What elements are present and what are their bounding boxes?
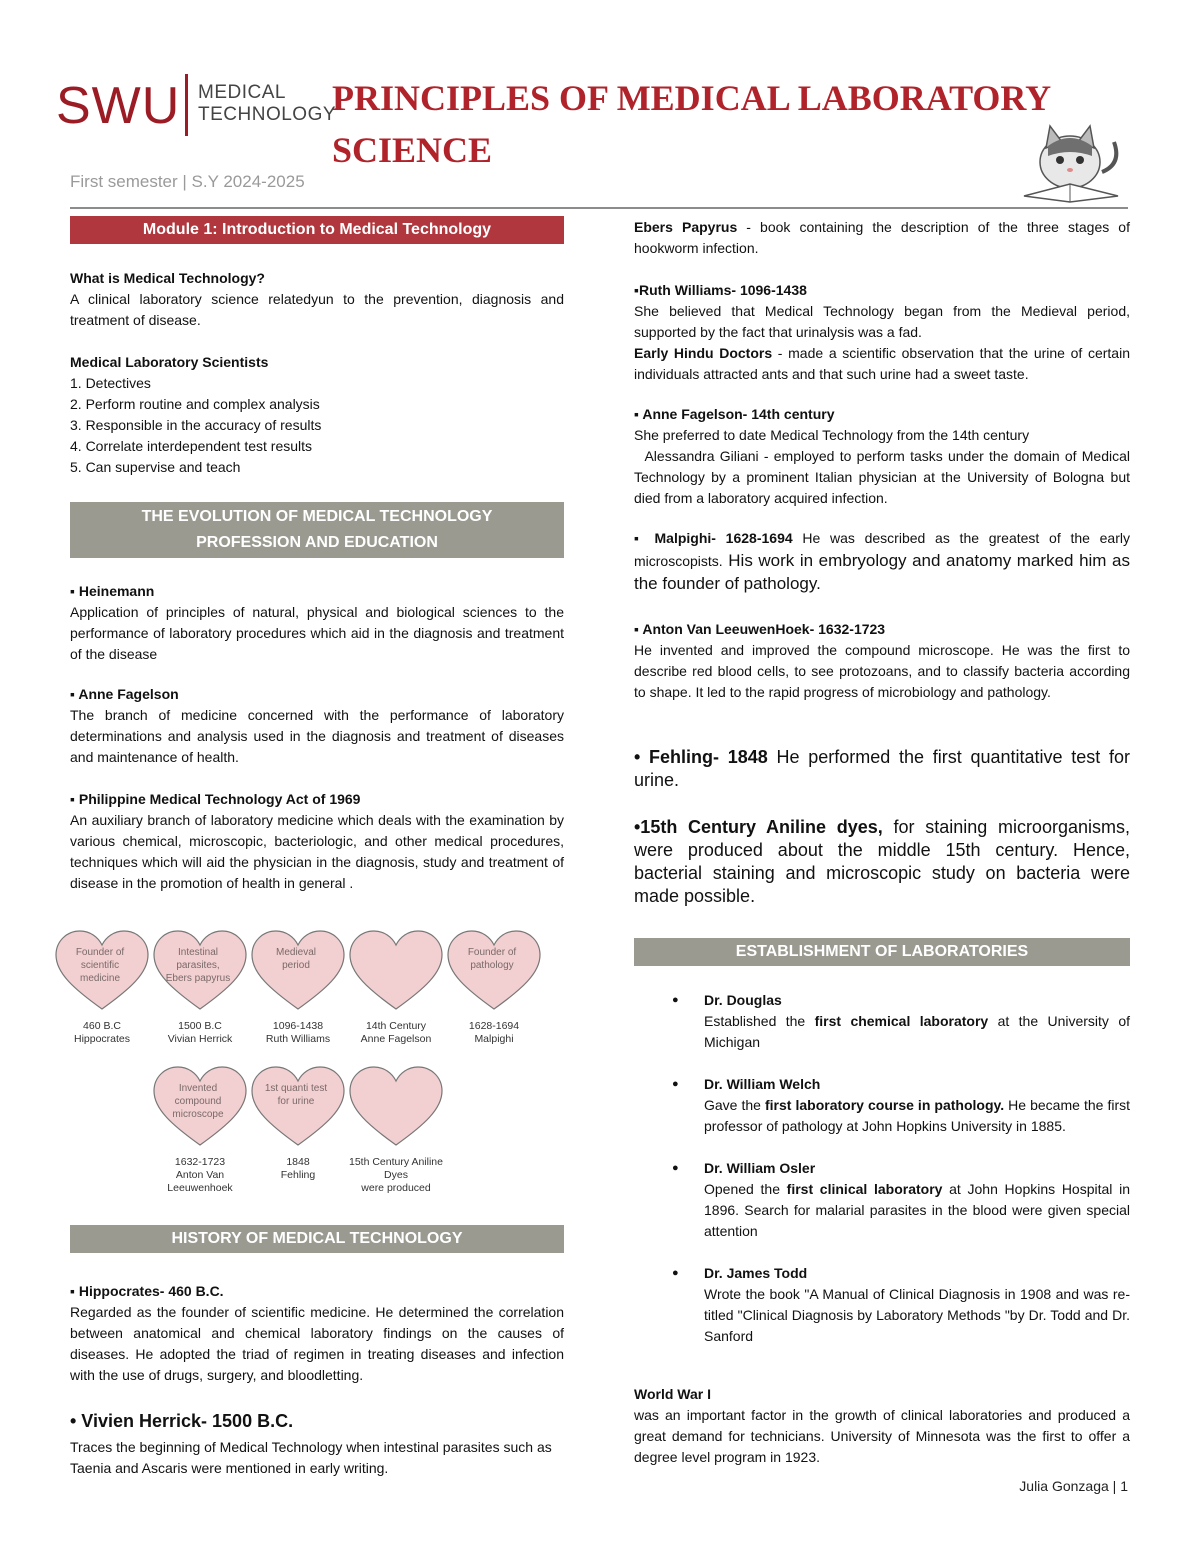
- ruth-heading: ▪Ruth Williams- 1096-1438: [634, 282, 807, 298]
- header-rule: [70, 207, 1128, 209]
- heart-caption-line1: 1632-1723: [174, 1156, 226, 1168]
- timeline-heart: [346, 1064, 446, 1195]
- logo-swu-text: SWU: [56, 77, 181, 135]
- heart-caption-line1: 1848: [286, 1156, 310, 1168]
- lab-item: [634, 1074, 1130, 1137]
- heart-caption-line1: 460 B.C: [83, 1020, 121, 1032]
- anne-section: [634, 404, 1134, 509]
- establishment-band: ESTABLISHMENT OF LABORATORIES: [634, 938, 1130, 966]
- heart-caption: [52, 1020, 152, 1046]
- aniline-heading: •15th Century Aniline dyes,: [634, 817, 883, 837]
- lab-name: Dr. William Osler: [704, 1160, 816, 1176]
- fagelson-text: The branch of medicine concerned with the performance of laboratory determinations and analysis used in the diagnosis and treatment of diseases and maintenance of health.: [70, 707, 564, 765]
- herrick-heading: • Vivien Herrick- 1500 B.C.: [70, 1411, 294, 1431]
- heart-inner-text: Intestinal parasites, Ebers papyrus: [165, 947, 231, 984]
- heart-inner-text: Invented compound microscope: [172, 1083, 224, 1120]
- logo-med-line1: MEDICAL: [198, 82, 286, 103]
- what-text: A clinical laboratory science relatedyun to the prevention, diagnosis and treatment of disease.: [70, 291, 564, 328]
- heinemann-heading: ▪ Heinemann: [70, 583, 155, 599]
- lab-name: Dr. Douglas: [704, 992, 782, 1008]
- heart-caption-line2: Fehling: [280, 1169, 316, 1181]
- mls-item: 1. Detectives: [70, 375, 151, 391]
- giliani-text: Alessandra Giliani - employed to perform tasks under the domain of Medical Technology by a prominent Italian physician at the University of Bologna but died from a laboratory acquired infection.: [634, 448, 1134, 506]
- heart-caption: [444, 1020, 544, 1046]
- heart-caption-line2: Vivian Herrick: [167, 1033, 233, 1045]
- logo-divider: [185, 74, 188, 136]
- aniline-text: for staining microorganisms, were produced about the middle 15th century. Hence, bacterial staining and microscopic study on bacteria were made possible.: [634, 817, 1130, 906]
- anton-heading: ▪ Anton Van LeeuwenHoek- 1632-1723: [634, 621, 886, 637]
- fagelson-section: [70, 684, 564, 768]
- page-title: PRINCIPLES OF MEDICAL LABORATORY SCIENCE: [332, 78, 1050, 170]
- lab-text-post: at John Hopkins Hospital in 1896. Search for malarial parasites in the blood were given special attention: [704, 1181, 1130, 1239]
- heart-caption: [150, 1020, 250, 1046]
- heart-caption: [346, 1020, 446, 1046]
- fehling-text: He performed the first quantitative test for urine.: [634, 747, 1130, 790]
- heart-caption: [346, 1156, 446, 1195]
- timeline-heart: [346, 928, 446, 1046]
- logo-med-line2: TECHNOLOGY: [198, 104, 337, 125]
- timeline-heart: [444, 928, 544, 1046]
- what-is-medtech-section: [70, 268, 564, 331]
- ruth-section: [634, 280, 1130, 385]
- semester-label: First semester | S.Y 2024-2025: [70, 172, 305, 191]
- anne-text: She preferred to date Medical Technology from the 14th century: [634, 427, 1030, 443]
- heart-caption-line1: 14th Century: [365, 1020, 427, 1032]
- lab-text-post: at the University of Michigan: [704, 1013, 1130, 1050]
- heinemann-section: [70, 581, 564, 665]
- labs-list: [634, 990, 1130, 1347]
- cat-reading-book-illustration: [1018, 112, 1128, 204]
- evolution-band: [70, 502, 564, 558]
- ebers-section: [634, 217, 1130, 259]
- ww1-section: [634, 1384, 1130, 1468]
- lab-item: [634, 1263, 1130, 1347]
- anton-text: He invented and improved the compound microscope. He was the first to describe red blood cells, to see protozoans, and to classify bacteria according to shape. It led to the rapid progress of microbiology and pathology.: [634, 642, 1130, 700]
- mls-heading: Medical Laboratory Scientists: [70, 354, 269, 370]
- evolution-band-line2: PROFESSION AND EDUCATION: [196, 534, 438, 551]
- lab-text-pre: Opened the: [704, 1181, 787, 1197]
- heart-caption-line1: 1628-1694: [468, 1020, 520, 1032]
- heart-caption: [150, 1156, 250, 1195]
- act-text: An auxiliary branch of laboratory medicine which deals with the examination by various chemical, microscopic, bacteriologic, and other medical procedures, techniques which will aid the physician in the diagnosis, study and treatment of disease in the promotion of health in general .: [70, 812, 564, 891]
- hippocrates-heading: ▪ Hippocrates- 460 B.C.: [70, 1283, 224, 1299]
- heart-caption-line2: Anton Van Leeuwenhoek: [167, 1169, 233, 1194]
- hindu-text: - made a scientific observation that the urine of certain individuals attracted ants and that such urine had a sweet taste.: [634, 345, 1130, 382]
- lab-name: Dr. William Welch: [704, 1076, 821, 1092]
- fehling-section: [634, 746, 1130, 792]
- module-band: Module 1: Introduction to Medical Technology: [70, 216, 564, 244]
- timeline-heart: [150, 1064, 250, 1195]
- act-1969-section: [70, 789, 564, 894]
- herrick-text: Traces the beginning of Medical Technology when intestinal parasites such as Taenia and Ascaris were mentioned in early writing.: [70, 1439, 552, 1476]
- anne-heading: ▪ Anne Fagelson- 14th century: [634, 406, 835, 422]
- ww1-text: was an important factor in the growth of clinical laboratories and produced a great demand for technicians. University of Minnesota was the first to offer a degree level program in 1923.: [634, 1407, 1130, 1465]
- lab-item: [634, 1158, 1130, 1242]
- timeline-heart: [248, 928, 348, 1046]
- ebers-text: - book containing the description of the three stages of hookworm infection.: [634, 219, 1130, 256]
- heart-inner-text: Founder of scientific medicine: [75, 947, 125, 984]
- heart-caption-line2: Anne Fagelson: [360, 1033, 432, 1045]
- page-footer: Julia Gonzaga | 1: [1019, 1478, 1128, 1494]
- heart-caption-line1: 15th Century Aniline Dyes: [349, 1156, 443, 1181]
- act-heading: ▪ Philippine Medical Technology Act of 1969: [70, 791, 361, 807]
- heart-inner-text: 1st quanti test for urine: [264, 1083, 328, 1107]
- what-heading: What is Medical Technology?: [70, 270, 265, 286]
- mls-item: 3. Responsible in the accuracy of results: [70, 417, 322, 433]
- hippocrates-section: [70, 1281, 564, 1386]
- mls-section: [70, 352, 564, 478]
- heart-caption-line2: Malpighi: [474, 1033, 514, 1045]
- lab-item: [634, 990, 1130, 1053]
- lab-text-bold: first clinical laboratory: [786, 1181, 943, 1197]
- mls-item: 5. Can supervise and teach: [70, 459, 241, 475]
- mls-item: 4. Correlate interdependent test results: [70, 438, 313, 454]
- fehling-heading: • Fehling- 1848: [634, 747, 768, 767]
- logo-medtech-text: [198, 82, 336, 126]
- herrick-section: [70, 1410, 564, 1479]
- malpighi-heading: ▪ Malpighi- 1628-1694: [634, 530, 793, 546]
- heinemann-text: Application of principles of natural, physical and biological sciences to the performance of laboratory procedures which aid in the diagnosis and treatment of the disease: [70, 604, 564, 662]
- heart-inner-text: Founder of pathology: [467, 947, 517, 971]
- lab-text-bold: first laboratory course in pathology.: [765, 1097, 1005, 1113]
- heart-caption-line1: 1500 B.C: [178, 1020, 222, 1032]
- aniline-section: [634, 816, 1130, 908]
- heart-caption: [248, 1156, 348, 1182]
- ruth-text: She believed that Medical Technology began from the Medieval period, supported by the fact that urinalysis was a fad.: [634, 303, 1130, 340]
- fagelson-heading: ▪ Anne Fagelson: [70, 686, 179, 702]
- malpighi-text1: He was described as the greatest of the early microscopists.: [634, 530, 1130, 569]
- lab-text-pre: Wrote the book "A Manual of Clinical Diagnosis in 1908 and was re- titled "Clinical Diagnosis by Laboratory Methods "by Dr. Todd and Dr. Sanford: [704, 1286, 1130, 1344]
- ebers-bold: Ebers Papyrus: [634, 219, 738, 235]
- hindu-bold: Early Hindu Doctors: [634, 345, 773, 361]
- timeline-heart: [52, 928, 152, 1046]
- lab-text-post: He became the first professor of pathology at John Hopkins University in 1885.: [704, 1097, 1130, 1134]
- lab-name: Dr. James Todd: [704, 1265, 808, 1281]
- heart-caption: [248, 1020, 348, 1046]
- lab-text-pre: Established the: [704, 1013, 815, 1029]
- heart-caption-line2: Ruth Williams: [265, 1033, 331, 1045]
- lab-text-bold: first chemical laboratory: [814, 1013, 989, 1029]
- heart-caption-line2: Hippocrates: [73, 1033, 131, 1045]
- heart-shape: [348, 928, 444, 1014]
- heart-inner-text: Medieval period: [275, 947, 317, 971]
- timeline-heart: [150, 928, 250, 1046]
- timeline-heart: [248, 1064, 348, 1182]
- history-band: HISTORY OF MEDICAL TECHNOLOGY: [70, 1225, 564, 1253]
- evolution-band-line1: THE EVOLUTION OF MEDICAL TECHNOLOGY: [141, 508, 493, 525]
- heart-caption-line2: were produced: [361, 1182, 431, 1194]
- hippocrates-text: Regarded as the founder of scientific medicine. He determined the correlation between anatomical and chemical laboratory findings on the causes of diseases. He adopted the triad of regimen in treating diseases and infection with the use of drugs, surgery, and bloodletting.: [70, 1304, 564, 1383]
- malpighi-text2: His work in embryology and anatomy marked him as the founder of pathology.: [634, 551, 1130, 593]
- malpighi-section: [634, 528, 1130, 595]
- heart-shape: [348, 1064, 444, 1150]
- lab-text-pre: Gave the: [704, 1097, 765, 1113]
- heart-caption-line1: 1096-1438: [272, 1020, 324, 1032]
- anton-section: [634, 619, 1130, 703]
- mls-item: 2. Perform routine and complex analysis: [70, 396, 320, 412]
- ww1-heading: World War I: [634, 1386, 711, 1402]
- swu-logo: [56, 74, 337, 144]
